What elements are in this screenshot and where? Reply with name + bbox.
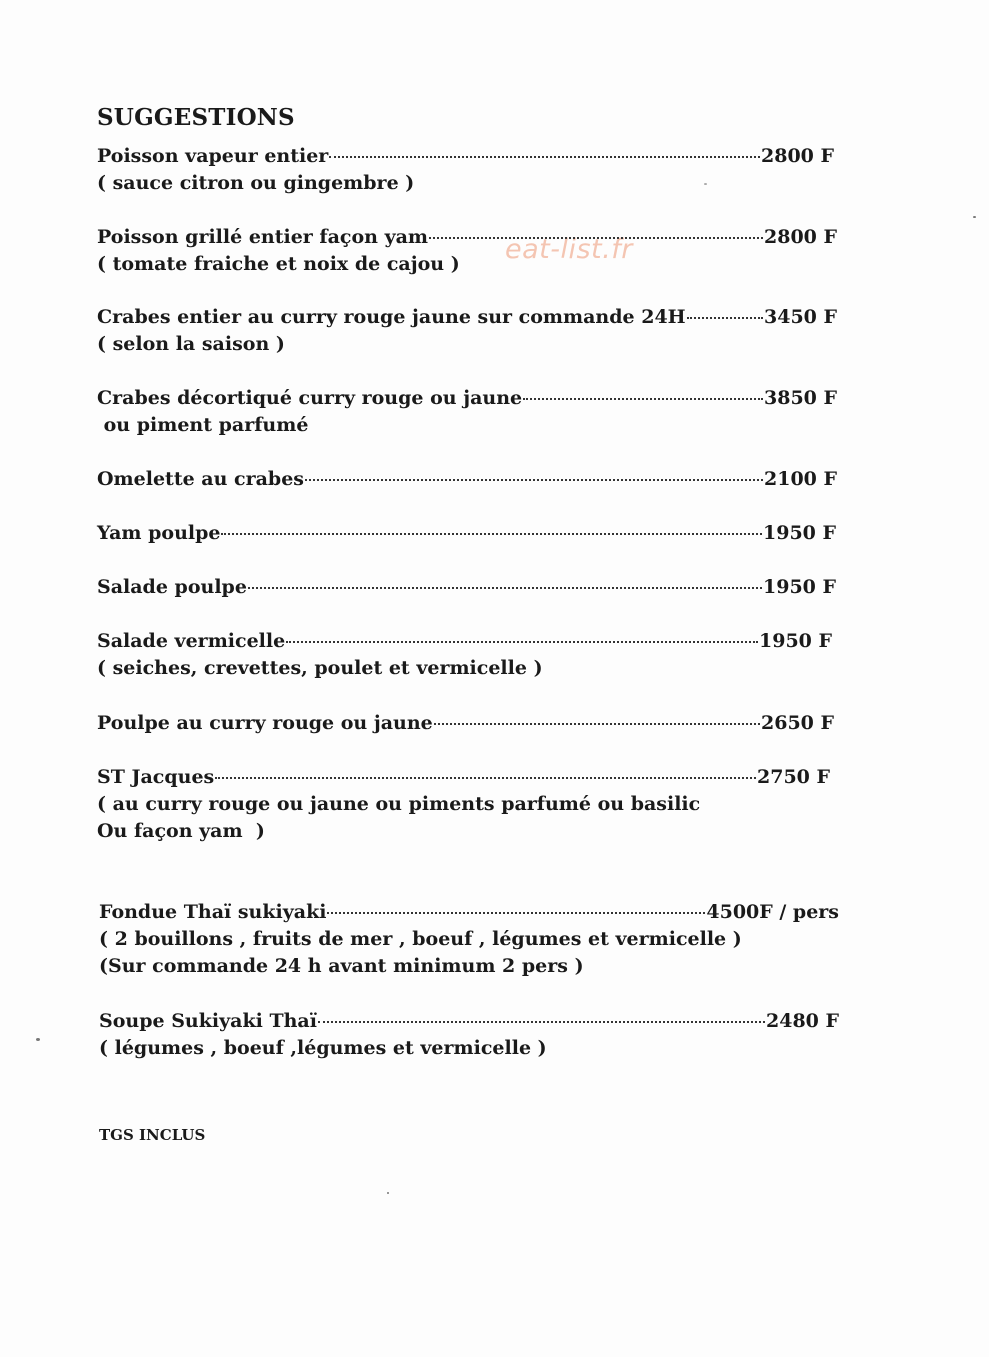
dot-leader: [523, 398, 763, 400]
menu-item: [97, 764, 830, 845]
dot-leader: [221, 533, 762, 535]
dot-leader: [429, 237, 763, 239]
scan-speck: [36, 1038, 40, 1041]
item-price: 3850 F: [764, 387, 837, 409]
dot-leader: [248, 587, 762, 589]
item-name: ST Jacques: [97, 766, 215, 788]
dot-leader: [329, 156, 760, 158]
item-price: 1950 F: [763, 576, 836, 598]
watermark: eat-list.fr: [505, 234, 633, 265]
item-description: ( au curry rouge ou jaune ou piments parfumé ou basilic: [97, 793, 701, 815]
item-description: ( sauce citron ou gingembre ): [97, 172, 415, 194]
item-description: ( 2 bouillons , fruits de mer , boeuf , légumes et vermicelle ): [99, 928, 742, 950]
item-description: ( seiches, crevettes, poulet et vermicelle ): [97, 657, 543, 679]
menu-item: [97, 520, 836, 547]
menu-item: [97, 628, 832, 682]
item-name: Omelette au crabes: [97, 468, 305, 490]
item-name: Salade poulpe: [97, 576, 247, 598]
menu-item: [97, 224, 837, 278]
item-name: Fondue Thaï sukiyaki: [99, 901, 327, 923]
item-description: ou piment parfumé: [97, 414, 309, 436]
item-price: 2750 F: [757, 766, 830, 788]
item-name: Soupe Sukiyaki Thaï: [99, 1010, 317, 1032]
dot-leader: [687, 317, 763, 319]
page-title: SUGGESTIONS: [97, 104, 295, 131]
item-price: 4500F / pers: [706, 901, 839, 923]
item-name: Crabes décortiqué curry rouge ou jaune: [97, 387, 523, 409]
item-description: ( selon la saison ): [97, 333, 285, 355]
item-name: Poulpe au curry rouge ou jaune: [97, 712, 433, 734]
item-name: Poisson vapeur entier: [97, 145, 329, 167]
item-name: Crabes entier au curry rouge jaune sur commande 24H: [97, 306, 686, 328]
item-name: Salade vermicelle: [97, 630, 286, 652]
item-price: 2650 F: [761, 712, 834, 734]
menu-item: [97, 574, 836, 601]
item-price: 1950 F: [759, 630, 832, 652]
item-price: 2100 F: [764, 468, 837, 490]
dot-leader: [215, 777, 756, 779]
dot-leader: [286, 641, 758, 643]
item-name: Poisson grillé entier façon yam: [97, 226, 429, 248]
item-description: ( tomate fraiche et noix de cajou ): [97, 253, 460, 275]
dot-leader: [318, 1021, 765, 1023]
item-name: Yam poulpe: [97, 522, 221, 544]
menu-item: [99, 899, 839, 980]
menu-item: [99, 1008, 839, 1062]
item-price: 3450 F: [764, 306, 837, 328]
scan-speck: [387, 1192, 389, 1194]
item-price: 2480 F: [766, 1010, 839, 1032]
item-description: Ou façon yam ): [97, 820, 265, 842]
menu-item: [97, 304, 837, 358]
item-price: 2800 F: [764, 226, 837, 248]
footer-note: TGS INCLUS: [99, 1126, 206, 1144]
menu-item: [97, 466, 837, 493]
dot-leader: [434, 723, 760, 725]
item-price: 2800 F: [761, 145, 834, 167]
scan-speck: [704, 183, 707, 185]
item-description: ( légumes , boeuf ,légumes et vermicelle ): [99, 1037, 547, 1059]
menu-item: [97, 710, 834, 737]
item-description: (Sur commande 24 h avant minimum 2 pers ): [99, 955, 584, 977]
menu-item: [97, 143, 834, 197]
menu-item: [97, 385, 837, 439]
dot-leader: [327, 912, 705, 914]
item-price: 1950 F: [763, 522, 836, 544]
dot-leader: [305, 479, 763, 481]
scan-speck: [973, 216, 976, 218]
